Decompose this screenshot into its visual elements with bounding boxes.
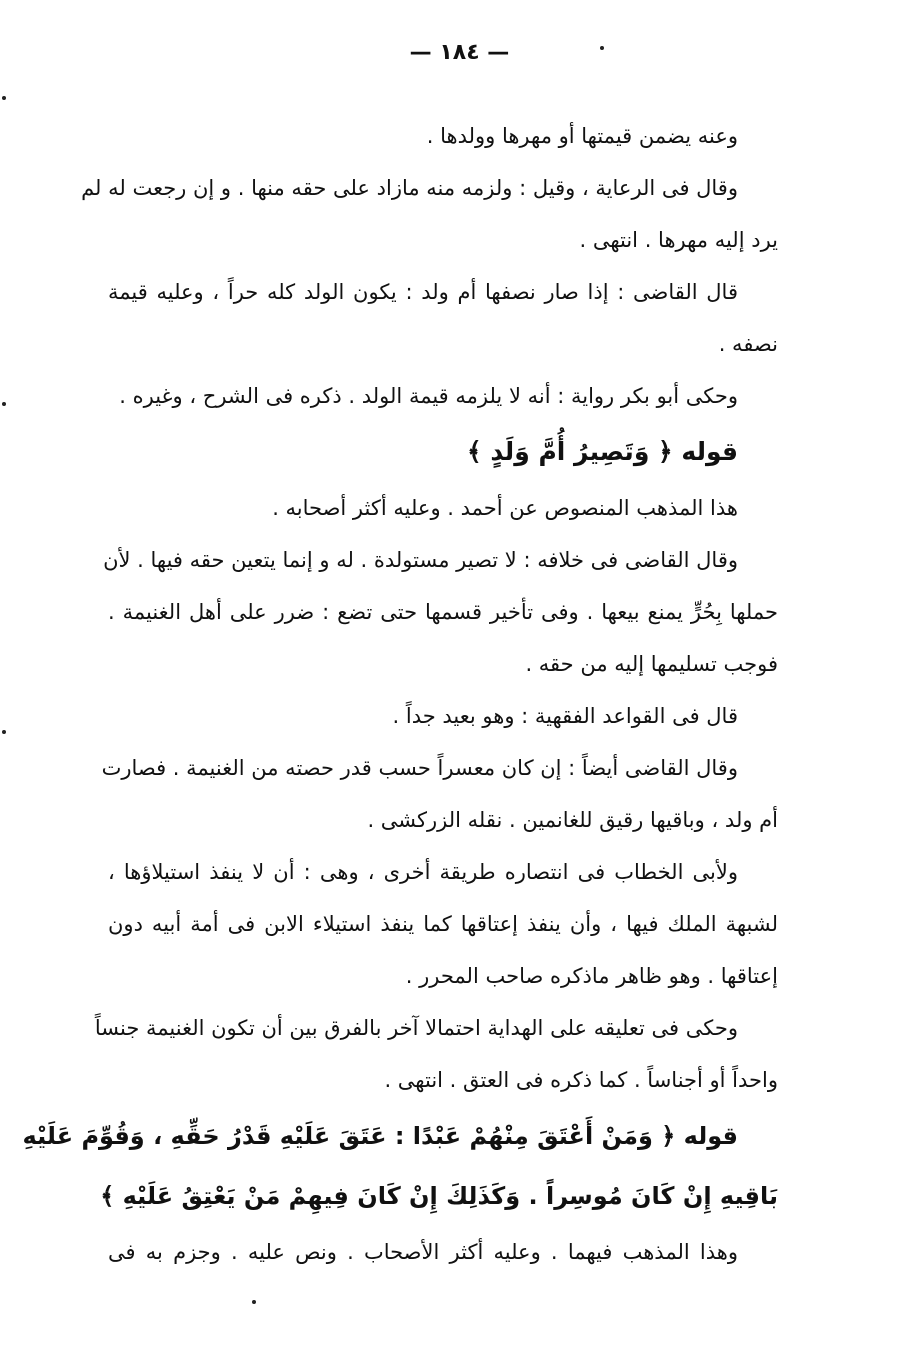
text-line: نصفه . [718,332,778,356]
text-line: واحداً أو أجناساً . كما ذكره فى العتق . انتهى . [384,1068,778,1092]
text-line: وقال القاضى فى خلافه : لا تصير مستولدة . له و إنما يتعين حقه فيها . لأن [103,548,738,572]
print-speck [2,96,6,100]
text-line: إعتاقها . وهو ظاهر ماذكره صاحب المحرر . [405,964,778,988]
text-line: أم ولد ، وباقيها رقيق للغانمين . نقله الزركشى . [367,808,778,832]
page-body [22,110,778,1278]
text-line: يرد إليه مهرها . انتهى . [579,228,778,252]
text-line: وهذا المذهب فيهما . وعليه أكثر الأصحاب . ونص عليه . وجزم به فى [108,1240,738,1264]
text-line: قال فى القواعد الفقهية : وهو بعيد جداً . [392,704,738,728]
text-line: وحكى أبو بكر رواية : أنه لا يلزمه قيمة الولد . ذكره فى الشرح ، وغيره . [119,384,738,408]
print-speck [600,46,604,50]
text-line: وقال القاضى أيضاً : إن كان معسراً حسب قدر حصته من الغنيمة . فصارت [101,756,738,780]
text-line: هذا المذهب المنصوص عن أحمد . وعليه أكثر أصحابه . [272,496,738,520]
section-heading: بَاقِيهِ إِنْ كَانَ مُوسِراً . وَكَذَلِكَ إِنْ كَانَ فِيهِمْ مَنْ يَعْتِقُ عَلَيْهِ ﴾ [100,1182,778,1210]
print-speck [252,1300,256,1304]
print-speck [2,730,6,734]
text-line: حملها بِحُرٍّ يمنع بيعها . وفى تأخير قسمها حتى تضع : ضرر على أهل الغنيمة . [108,600,778,624]
page-number: — ١٨٤ — [409,40,510,65]
section-heading: قوله ﴿ وَمَنْ أَعْتَقَ مِنْهُمْ عَبْدًا : عَتَقَ عَلَيْهِ قَدْرُ حَقِّهِ ، وَقُوِّمَ عَلَيْهِ [22,1122,738,1150]
text-line: وحكى فى تعليقه على الهداية احتمالا آخر بالفرق بين أن تكون الغنيمة جنساً [94,1016,738,1040]
text-line: لشبهة الملك فيها ، وأن ينفذ إعتاقها كما ينفذ استيلاء الابن فى أمة أبيه دون [108,912,778,936]
text-line: وقال فى الرعاية ، وقيل : ولزمه منه مازاد على حقه منها . و إن رجعت له لم [81,176,738,200]
text-line: وعنه يضمن قيمتها أو مهرها وولدها . [426,124,738,148]
print-speck [2,402,6,406]
text-line: ولأبى الخطاب فى انتصاره طريقة أخرى ، وهى : أن لا ينفذ استيلاؤها ، [108,860,738,884]
text-line: فوجب تسليمها إليه من حقه . [525,652,778,676]
text-line: قال القاضى : إذا صار نصفها أم ولد : يكون الولد كله حراً ، وعليه قيمة [108,280,738,304]
section-heading: قوله ﴿ وَتَصِيرُ أُمَّ وَلَدٍ ﴾ [467,437,738,466]
